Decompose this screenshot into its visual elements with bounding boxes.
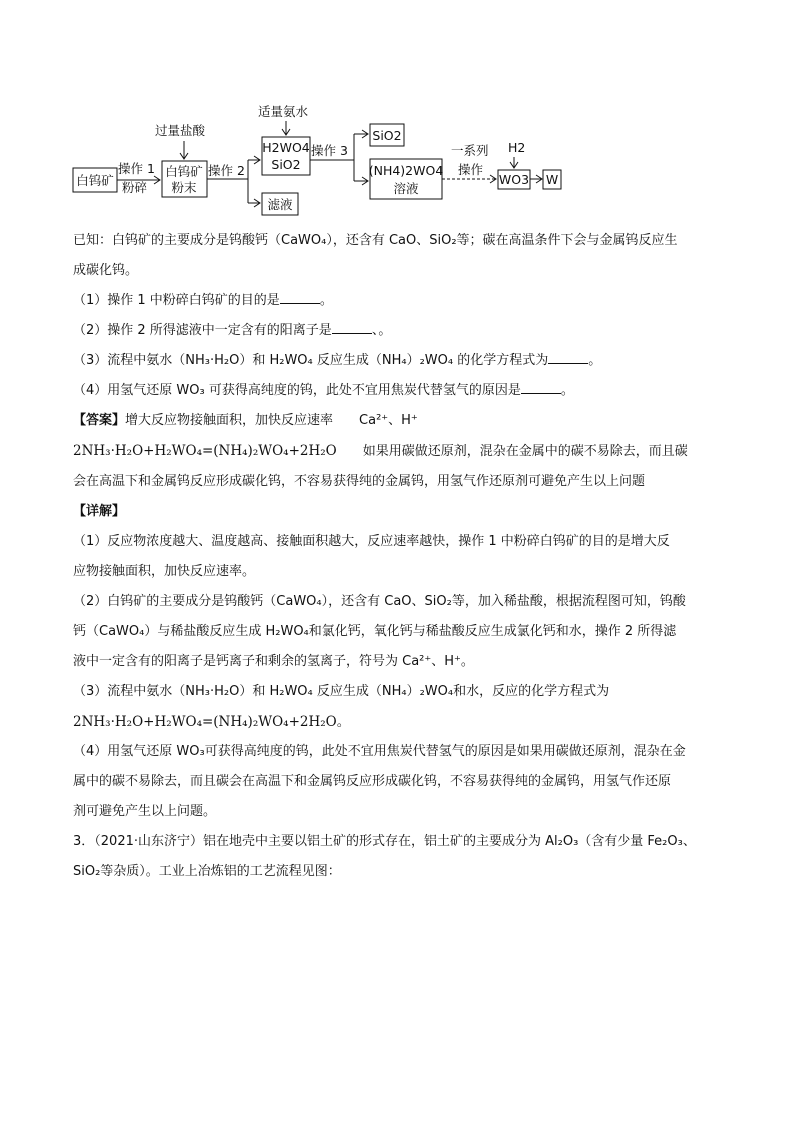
question-1-text: （1）操作 1 中粉碎白钨矿的目的是	[73, 293, 280, 308]
document-body	[73, 226, 733, 887]
node-mix-line1: H2WO4	[262, 140, 310, 155]
question-1	[73, 286, 733, 316]
detail-4b: 属中的碳不易除去，而且碳会在高温下和金属钨反应形成碳化钨，不容易获得纯的金属钨，用氢气作还原	[73, 774, 672, 789]
question-2-text: （2）操作 2 所得滤液中一定含有的阳离子是	[73, 323, 332, 338]
node-mix-line2: SiO2	[271, 157, 301, 172]
known-line-1: 已知：白钨矿的主要成分是钨酸钙（CaWO₄），还含有 CaO、SiO₂等；碳在高温条件下会与金属钨反应生	[73, 233, 678, 248]
answer-line-3: 会在高温下和金属钨反应形成碳化钨，不容易获得纯的金属钨，用氢气作还原剂可避免产生以上问题	[73, 474, 646, 489]
node-ore: 白钨矿	[76, 173, 114, 188]
label-ammonia: 适量氨水	[258, 104, 309, 119]
detail-1b: 应物接触面积，加快反应速率。	[73, 564, 256, 579]
question-4-end: 。	[560, 383, 574, 398]
answer-equation: 2NH₃·H₂O+H₂WO₄=(NH₄)₂WO₄+2H₂O	[73, 443, 337, 459]
problem-3-line-1: 3．（2021·山东济宁）铝在地壳中主要以铝土矿的形式存在，铝土矿的主要成分为 Al₂O₃（含有少量 Fe₂O₃、	[73, 834, 696, 849]
question-1-end: 。	[319, 293, 333, 308]
node-filtrate: 滤液	[267, 197, 293, 212]
answer-1: 增大反应物接触面积，加快反应速率	[125, 413, 334, 428]
question-4-text: （4）用氢气还原 WO₃ 可获得高纯度的钨，此处不宜用焦炭代替氢气的原因是	[73, 383, 521, 398]
process-flow-diagram	[0, 0, 794, 230]
detail-3a: （3）流程中氨水（NH₃·H₂O）和 H₂WO₄ 反应生成（NH₄）₂WO₄和水，反应的化学方程式为	[73, 684, 610, 699]
answer-blank-2	[332, 319, 372, 334]
label-op2: 操作 2	[208, 163, 245, 178]
node-powder-line2: 粉末	[171, 180, 197, 195]
detail-3-equation: 2NH₃·H₂O+H₂WO₄=(NH₄)₂WO₄+2H₂O。	[73, 714, 351, 730]
node-w: W	[545, 172, 559, 187]
answer-line-2	[73, 436, 733, 467]
answer-blank-1	[280, 289, 320, 304]
detail-2b: 钙（CaWO₄）与稀盐酸反应生成 H₂WO₄和氯化钙，氧化钙与稀盐酸反应生成氯化钙和水，操作 2 所得滤	[73, 624, 677, 639]
detail-2a: （2）白钨矿的主要成分是钨酸钙（CaWO₄），还含有 CaO、SiO₂等，加入稀盐酸，根据流程图可知，钨酸	[73, 594, 686, 609]
detail-1a: （1）反应物浓度越大、温度越高、接触面积越大，反应速率越快，操作 1 中粉碎白钨矿的目的是增大反	[73, 534, 670, 549]
answer-blank-3	[548, 349, 588, 364]
problem-3-line-2: SiO₂等杂质）。工业上冶炼铝的工艺流程见图：	[73, 864, 341, 879]
question-2	[73, 316, 733, 346]
detail-2c: 液中一定含有的阳离子是钙离子和剩余的氢离子，符号为 Ca²⁺、H⁺。	[73, 654, 474, 669]
detail-4c: 剂可避免产生以上问题。	[73, 804, 217, 819]
detail-label: 【详解】	[73, 504, 126, 519]
label-h2: H2	[508, 140, 526, 155]
question-4	[73, 376, 733, 406]
answer-line-1	[73, 406, 733, 436]
node-sio2: SiO2	[372, 128, 402, 143]
node-ammonium-line1: (NH4)2WO4	[368, 163, 444, 178]
answer-blank-4	[521, 379, 561, 394]
answer-label: 【答案】	[73, 413, 126, 428]
answer-3a: 如果用碳做还原剂，混杂在金属中的碳不易除去，而且碳	[362, 444, 688, 459]
question-3-text: （3）流程中氨水（NH₃·H₂O）和 H₂WO₄ 反应生成（NH₄）₂WO₄ 的化学方程式为	[73, 353, 549, 368]
question-3-end: 。	[588, 353, 602, 368]
label-series: 一系列	[451, 143, 489, 158]
known-line-2: 成碳化钨。	[73, 263, 139, 278]
node-wo3: WO3	[498, 172, 530, 187]
label-operation: 操作	[458, 162, 484, 177]
question-3	[73, 346, 733, 376]
label-crush: 粉碎	[122, 180, 148, 195]
label-hcl: 过量盐酸	[155, 123, 206, 138]
label-op3: 操作 3	[311, 143, 348, 158]
detail-4a: （4）用氢气还原 WO₃可获得高纯度的钨，此处不宜用焦炭代替氢气的原因是如果用碳做还原剂，混杂在金	[73, 744, 686, 759]
node-powder-line1: 白钨矿	[165, 164, 203, 179]
label-op1: 操作 1	[118, 161, 155, 176]
answer-ions: Ca²⁺、H⁺	[359, 413, 418, 428]
node-ammonium-line2: 溶液	[393, 181, 419, 196]
question-2-end: 、。	[371, 323, 392, 338]
